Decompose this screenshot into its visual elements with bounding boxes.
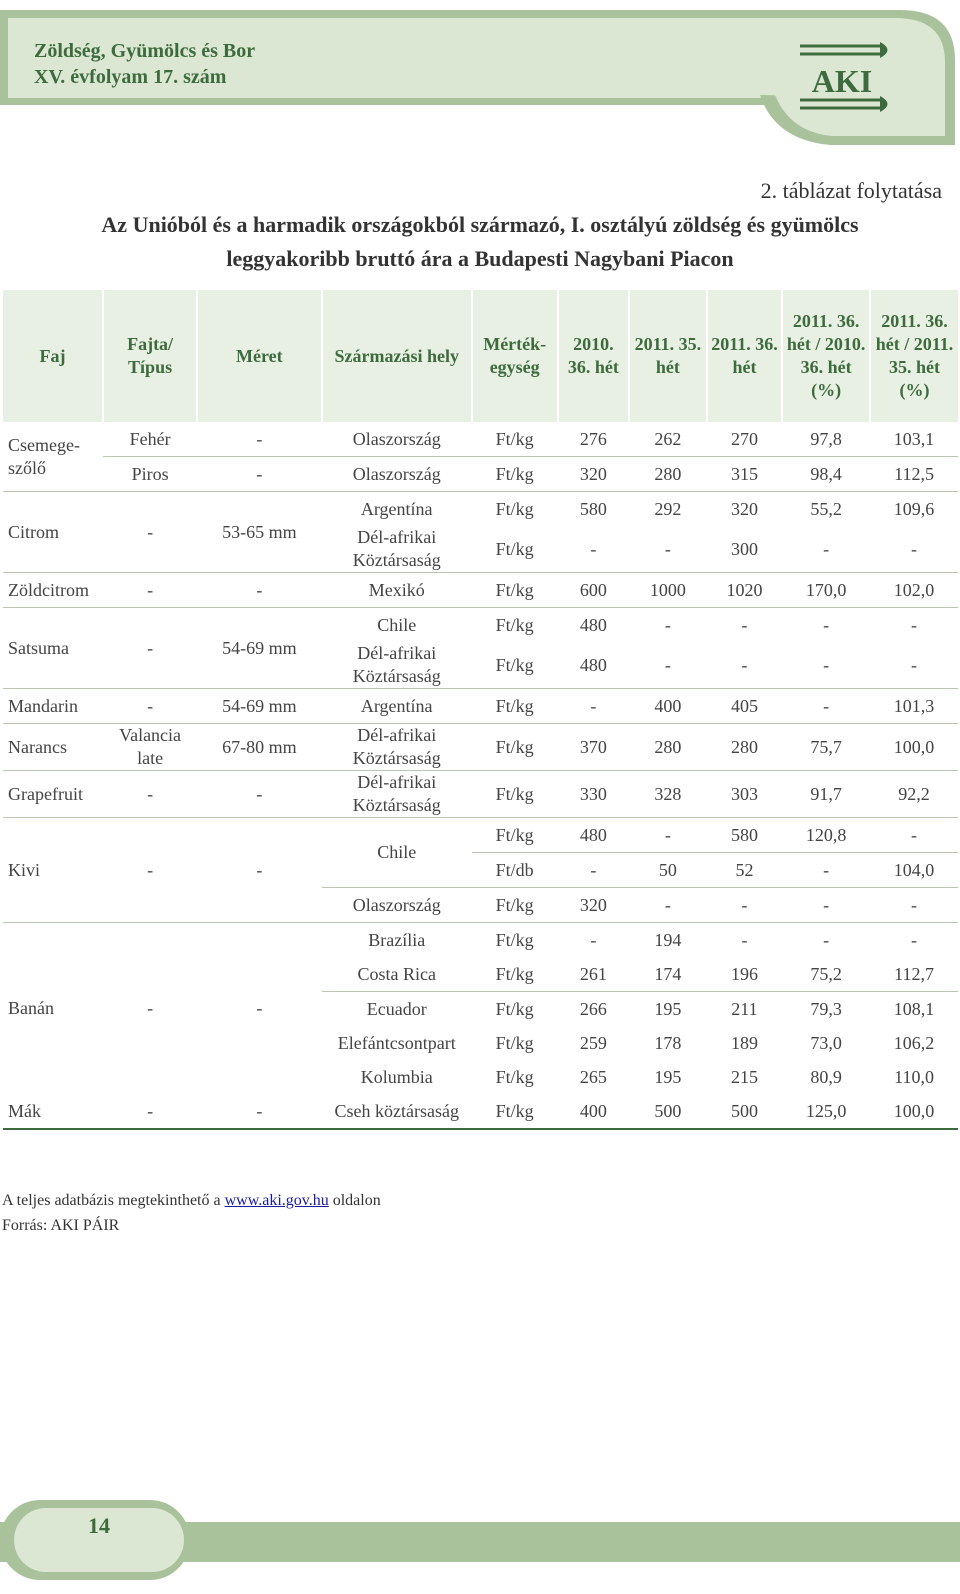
col-header-egyseg: Mérték- egység xyxy=(472,290,558,422)
cell-p1: - xyxy=(823,538,830,559)
cell-v2: - xyxy=(664,538,671,559)
cell-hely: Dél-afrikai Köztársaság xyxy=(352,527,441,570)
cell-hely: Dél-afrikai Köztársaság xyxy=(352,643,441,686)
col-header-pct-yoy: 2011. 36. hét / 2010. 36. hét (%) xyxy=(782,290,870,422)
cell-p1: 75,2 xyxy=(810,963,842,984)
cell-v1: - xyxy=(558,689,629,724)
database-note xyxy=(2,1192,381,1210)
cell-v3: 580 xyxy=(707,818,783,853)
cell-faj: Narancs xyxy=(3,724,103,771)
cell-v1: 580 xyxy=(558,492,629,527)
cell-v2: 1000 xyxy=(629,573,707,608)
cell-meret: 54-69 mm xyxy=(197,689,322,724)
cell-hely: Argentína xyxy=(322,689,472,724)
cell-egyseg: Ft/kg xyxy=(495,654,534,675)
cell-p2: - xyxy=(870,923,958,958)
cell-v1: - xyxy=(558,853,629,888)
col-header-fajta: Fajta/ Típus xyxy=(103,290,197,422)
cell-hely: Cseh köztársaság xyxy=(322,1094,472,1129)
cell-meret: - xyxy=(197,818,322,923)
cell-p1: 125,0 xyxy=(782,1094,870,1129)
cell-v1: 265 xyxy=(579,1066,607,1087)
cell-p1: - xyxy=(823,654,830,675)
cell-p2: 102,0 xyxy=(870,573,958,608)
cell-fajta: - xyxy=(103,1094,197,1129)
cell-p1: - xyxy=(782,608,870,643)
table-title-line2: leggyakoribb bruttó ára a Budapesti Nagybani Piacon xyxy=(226,246,734,271)
col-header-2011-35: 2011. 35. hét xyxy=(629,290,707,422)
cell-meret: - xyxy=(197,457,322,492)
cell-hely: Argentína xyxy=(322,492,472,527)
cell-v2: - xyxy=(629,888,707,923)
table-row xyxy=(3,818,958,853)
col-header-2010-36: 2010. 36. hét xyxy=(558,290,629,422)
cell-faj: Citrom xyxy=(3,492,103,573)
cell-v3: 211 xyxy=(707,992,783,1027)
cell-hely: Dél-afrikai Köztársaság xyxy=(322,771,472,818)
col-header-faj: Faj xyxy=(3,290,103,422)
cell-fajta: Piros xyxy=(103,457,197,492)
cell-egyseg: Ft/kg xyxy=(472,457,558,492)
cell-p2: 112,5 xyxy=(870,457,958,492)
page-number: 14 xyxy=(88,1513,110,1538)
cell-v2: 50 xyxy=(629,853,707,888)
cell-egyseg: Ft/kg xyxy=(472,608,558,643)
cell-hely: Olaszország xyxy=(352,428,441,449)
cell-hely: Kolumbia xyxy=(360,1066,433,1087)
cell-v3: 315 xyxy=(707,457,783,492)
cell-v3: 320 xyxy=(707,492,783,527)
cell-egyseg: Ft/kg xyxy=(495,538,534,559)
cell-p2: - xyxy=(870,818,958,853)
cell-v1: - xyxy=(558,923,629,958)
col-header-pct-wow: 2011. 36. hét / 2011. 35. hét (%) xyxy=(870,290,958,422)
table-continued-label: 2. táblázat folytatása xyxy=(760,178,942,203)
cell-v1: 400 xyxy=(558,1094,629,1129)
cell-v1: 276 xyxy=(579,428,607,449)
cell-hely: Costa Rica xyxy=(357,963,436,984)
cell-faj: Satsuma xyxy=(3,608,103,689)
cell-p2: 106,2 xyxy=(893,1032,935,1053)
cell-v2: 174 xyxy=(654,963,682,984)
cell-v2: 400 xyxy=(629,689,707,724)
cell-hely: Olaszország xyxy=(322,888,472,923)
cell-v3: 1020 xyxy=(707,573,783,608)
table-row xyxy=(3,608,958,643)
cell-p1: 91,7 xyxy=(782,771,870,818)
cell-v1: 259 xyxy=(579,1032,607,1053)
cell-v1: 480 xyxy=(558,608,629,643)
cell-hely: Chile xyxy=(322,818,472,888)
cell-fajta: - xyxy=(103,573,197,608)
cell-v2: 262 xyxy=(654,428,682,449)
cell-egyseg: Ft/kg xyxy=(495,428,534,449)
cell-p2: 108,1 xyxy=(870,992,958,1027)
cell-p1: - xyxy=(782,689,870,724)
cell-fajta: - xyxy=(103,818,197,923)
cell-faj: Kivi xyxy=(3,818,103,923)
cell-v3: 270 xyxy=(730,428,758,449)
cell-egyseg: Ft/kg xyxy=(495,1032,534,1053)
table-row xyxy=(3,724,958,771)
cell-v1: 320 xyxy=(558,457,629,492)
cell-p1: 80,9 xyxy=(810,1066,842,1087)
cell-egyseg: Ft/kg xyxy=(472,573,558,608)
cell-fajta: - xyxy=(103,689,197,724)
cell-v2: - xyxy=(664,654,671,675)
table-row xyxy=(3,923,958,958)
cell-p2: 100,0 xyxy=(870,724,958,771)
cell-p1: 120,8 xyxy=(782,818,870,853)
cell-p1: 73,0 xyxy=(810,1032,842,1053)
aki-website-link[interactable]: www.aki.gov.hu xyxy=(224,1192,329,1209)
cell-egyseg: Ft/kg xyxy=(472,1094,558,1129)
cell-faj: Mák xyxy=(3,1094,103,1129)
cell-fajta: - xyxy=(103,608,197,689)
cell-v2: 280 xyxy=(629,724,707,771)
table-title-line1: Az Unióból és a harmadik országokból származó, I. osztályú zöldség és gyümölcs xyxy=(101,212,859,237)
database-note-suffix: oldalon xyxy=(328,1192,381,1209)
table-row xyxy=(3,1094,958,1129)
publication-title: Zöldség, Gyümölcs és Bor xyxy=(34,40,256,62)
cell-v3: - xyxy=(707,608,783,643)
cell-meret: - xyxy=(197,923,322,1095)
cell-faj: Grapefruit xyxy=(3,771,103,818)
cell-v2: 178 xyxy=(654,1032,682,1053)
cell-v1: 480 xyxy=(558,818,629,853)
table-row xyxy=(3,457,958,492)
cell-p2: 104,0 xyxy=(870,853,958,888)
cell-p2: 110,0 xyxy=(894,1066,934,1087)
cell-p2: 101,3 xyxy=(870,689,958,724)
cell-v3: - xyxy=(707,923,783,958)
cell-p1: 98,4 xyxy=(782,457,870,492)
cell-v1: 266 xyxy=(558,992,629,1027)
cell-egyseg: Ft/kg xyxy=(472,492,558,527)
cell-v2: - xyxy=(629,818,707,853)
cell-egyseg: Ft/db xyxy=(472,853,558,888)
cell-p1: 170,0 xyxy=(782,573,870,608)
cell-hely: Mexikó xyxy=(322,573,472,608)
cell-hely: Olaszország xyxy=(322,457,472,492)
cell-v1: 370 xyxy=(558,724,629,771)
cell-v2: 194 xyxy=(629,923,707,958)
publication-issue: XV. évfolyam 17. szám xyxy=(34,66,227,88)
cell-v3: 196 xyxy=(730,963,758,984)
cell-v3: 405 xyxy=(707,689,783,724)
table-row xyxy=(3,422,958,457)
cell-egyseg: Ft/kg xyxy=(472,992,558,1027)
cell-faj: Banán xyxy=(3,923,103,1095)
cell-meret: 53-65 mm xyxy=(197,492,322,573)
cell-v3: 300 xyxy=(730,538,758,559)
cell-egyseg: Ft/kg xyxy=(495,1066,534,1087)
source-note: Forrás: AKI PÁIR xyxy=(2,1217,120,1234)
table-row xyxy=(3,573,958,608)
cell-meret: - xyxy=(197,1094,322,1129)
aki-logo xyxy=(800,38,900,118)
cell-egyseg: Ft/kg xyxy=(472,888,558,923)
cell-p2: - xyxy=(911,654,918,675)
cell-hely: Chile xyxy=(322,608,472,643)
cell-v3: 189 xyxy=(730,1032,758,1053)
cell-p1: - xyxy=(782,888,870,923)
cell-p2: 103,1 xyxy=(893,428,935,449)
cell-v3: 52 xyxy=(707,853,783,888)
cell-v1: 600 xyxy=(558,573,629,608)
cell-v2: 500 xyxy=(629,1094,707,1129)
cell-p2: - xyxy=(870,888,958,923)
cell-p1: 79,3 xyxy=(782,992,870,1027)
cell-fajta: Valancia late xyxy=(103,724,197,771)
price-table xyxy=(3,290,958,1130)
cell-v2: 195 xyxy=(654,1066,682,1087)
table-row xyxy=(3,492,958,527)
cell-p1: - xyxy=(782,853,870,888)
cell-v2: 195 xyxy=(629,992,707,1027)
cell-egyseg: Ft/kg xyxy=(472,771,558,818)
svg-text:AKI: AKI xyxy=(811,63,873,99)
cell-v3: - xyxy=(741,654,748,675)
cell-v2: 280 xyxy=(629,457,707,492)
table-row xyxy=(3,771,958,818)
cell-v1: 261 xyxy=(579,963,607,984)
cell-fajta: - xyxy=(103,492,197,573)
cell-meret: 67-80 mm xyxy=(197,724,322,771)
cell-v3: 303 xyxy=(707,771,783,818)
cell-v1: 320 xyxy=(558,888,629,923)
cell-p2: 92,2 xyxy=(870,771,958,818)
cell-v2: 328 xyxy=(629,771,707,818)
cell-v3: 280 xyxy=(707,724,783,771)
footer-band xyxy=(0,1490,960,1594)
cell-meret: 54-69 mm xyxy=(197,608,322,689)
cell-faj: Mandarin xyxy=(3,689,103,724)
cell-v2: 292 xyxy=(629,492,707,527)
cell-egyseg: Ft/kg xyxy=(472,923,558,958)
cell-hely: Ecuador xyxy=(322,992,472,1027)
cell-v1: - xyxy=(590,538,597,559)
col-header-meret: Méret xyxy=(197,290,322,422)
cell-v3: 215 xyxy=(730,1066,758,1087)
cell-fajta: - xyxy=(103,923,197,1095)
cell-p1: 97,8 xyxy=(810,428,842,449)
cell-p1: - xyxy=(782,923,870,958)
cell-egyseg: Ft/kg xyxy=(472,724,558,771)
cell-faj: Csemege- szőlő xyxy=(8,434,80,478)
cell-p2: - xyxy=(911,538,918,559)
cell-v3: 500 xyxy=(707,1094,783,1129)
col-header-2011-36: 2011. 36. hét xyxy=(707,290,783,422)
cell-meret: - xyxy=(197,573,322,608)
cell-hely: Brazília xyxy=(322,923,472,958)
cell-p2: - xyxy=(870,608,958,643)
col-header-hely: Származási hely xyxy=(322,290,472,422)
cell-v3: - xyxy=(707,888,783,923)
cell-p1: 55,2 xyxy=(782,492,870,527)
cell-p1: 75,7 xyxy=(782,724,870,771)
cell-v1: 480 xyxy=(579,654,607,675)
cell-egyseg: Ft/kg xyxy=(472,818,558,853)
table-row xyxy=(3,689,958,724)
cell-p2: 112,7 xyxy=(894,963,934,984)
cell-p2: 109,6 xyxy=(870,492,958,527)
cell-v2: - xyxy=(629,608,707,643)
cell-hely: Dél-afrikai Köztársaság xyxy=(322,724,472,771)
cell-fajta: - xyxy=(103,771,197,818)
cell-meret: - xyxy=(197,771,322,818)
cell-egyseg: Ft/kg xyxy=(472,689,558,724)
table-header-row xyxy=(3,290,958,422)
cell-v1: 330 xyxy=(558,771,629,818)
cell-hely: Elefántcsontpart xyxy=(337,1032,456,1053)
cell-fajta: Fehér xyxy=(129,428,171,449)
cell-egyseg: Ft/kg xyxy=(495,963,534,984)
cell-faj: Zöldcitrom xyxy=(3,573,103,608)
cell-meret: - xyxy=(256,428,263,449)
database-note-prefix: A teljes adatbázis megtekinthető a xyxy=(2,1192,225,1209)
cell-p2: 100,0 xyxy=(870,1094,958,1129)
